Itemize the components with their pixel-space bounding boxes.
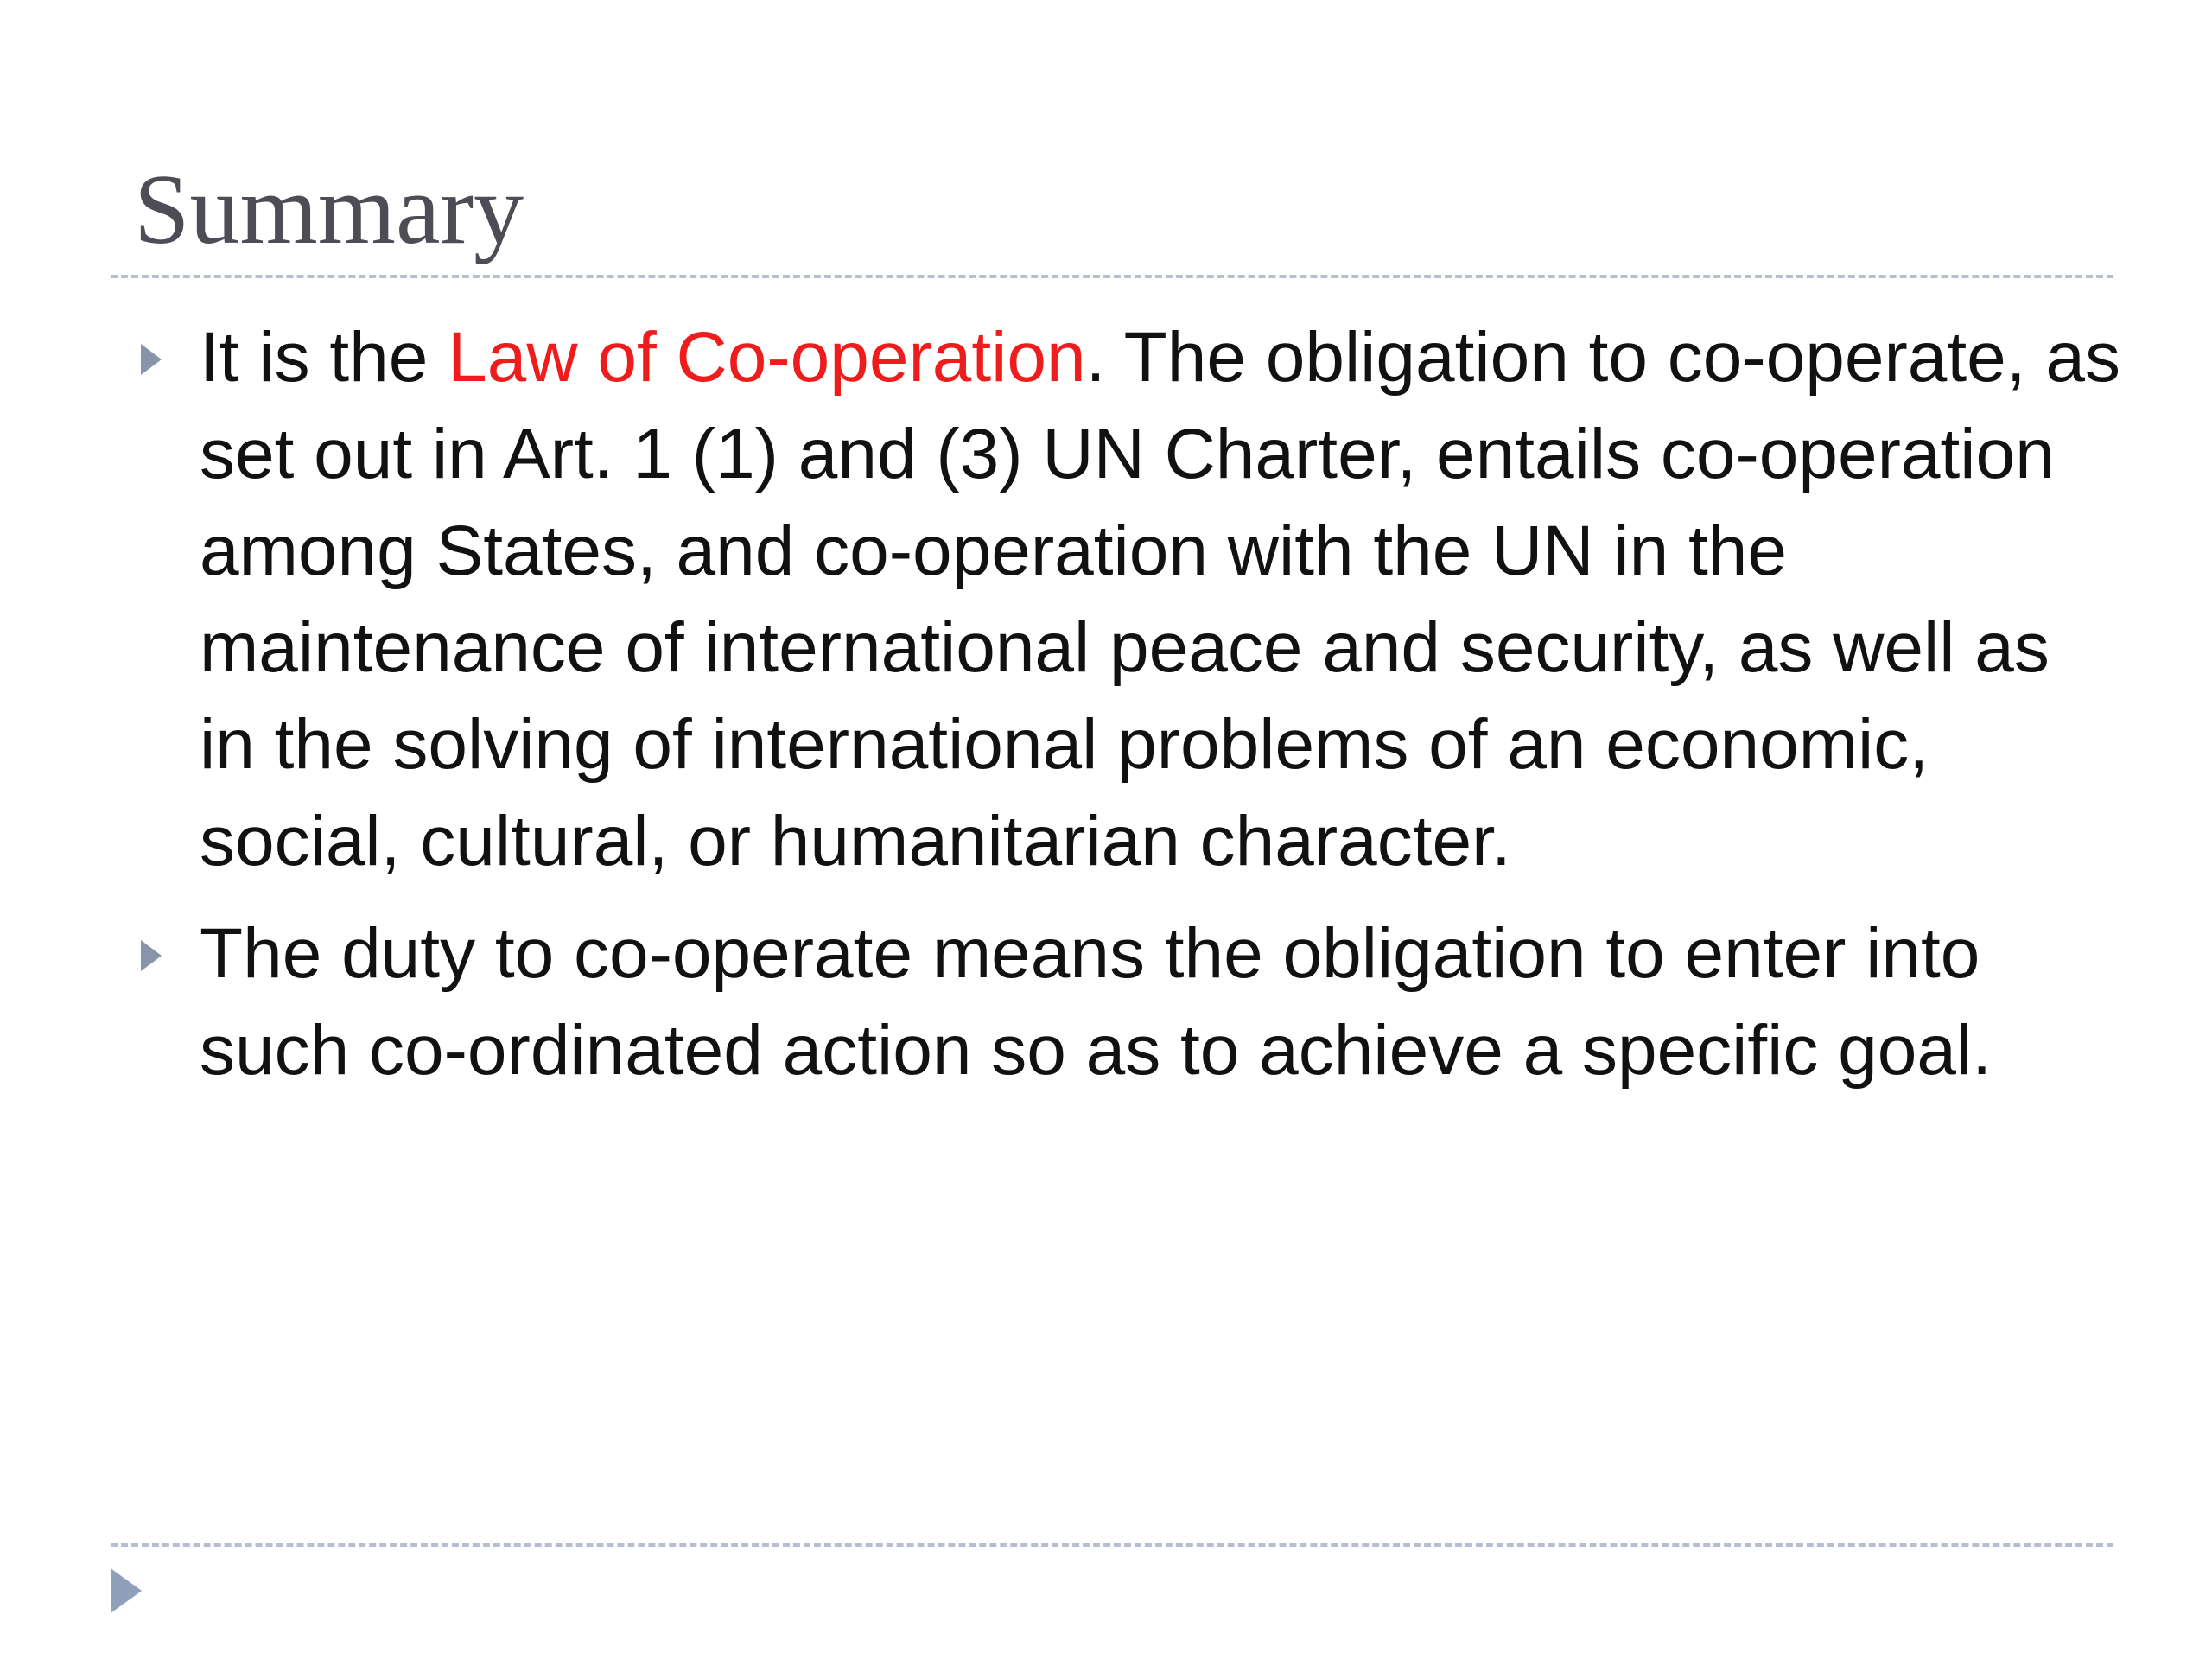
bullet-text-prefix: It is the <box>200 318 448 397</box>
triangle-right-icon <box>141 344 162 375</box>
slide-title: Summary <box>134 155 524 265</box>
bullet-item <box>134 906 2121 1099</box>
triangle-right-icon <box>141 940 162 971</box>
bullet-text-rest: . The obligation to co-operate, as set out in Art. 1 (1) and (3) UN Charter, entails co-operation among States, and co-operation with the UN in the maintenance of international peace and security, as well as in the solving of international problems of an economic, social, cultural, or humanitarian character. <box>200 318 2120 880</box>
footer-triangle-right-icon <box>111 1568 142 1613</box>
bullet-text: The duty to co-operate means the obligation to enter into such co-ordinated action so as to achieve a specific goal. <box>200 914 1992 1090</box>
highlight-law-of-cooperation: Law of Co-operation <box>448 318 1086 397</box>
bullet-list <box>134 309 2121 1115</box>
footer-divider <box>111 1543 2113 1547</box>
title-divider <box>111 275 2113 278</box>
bullet-item <box>134 309 2121 890</box>
